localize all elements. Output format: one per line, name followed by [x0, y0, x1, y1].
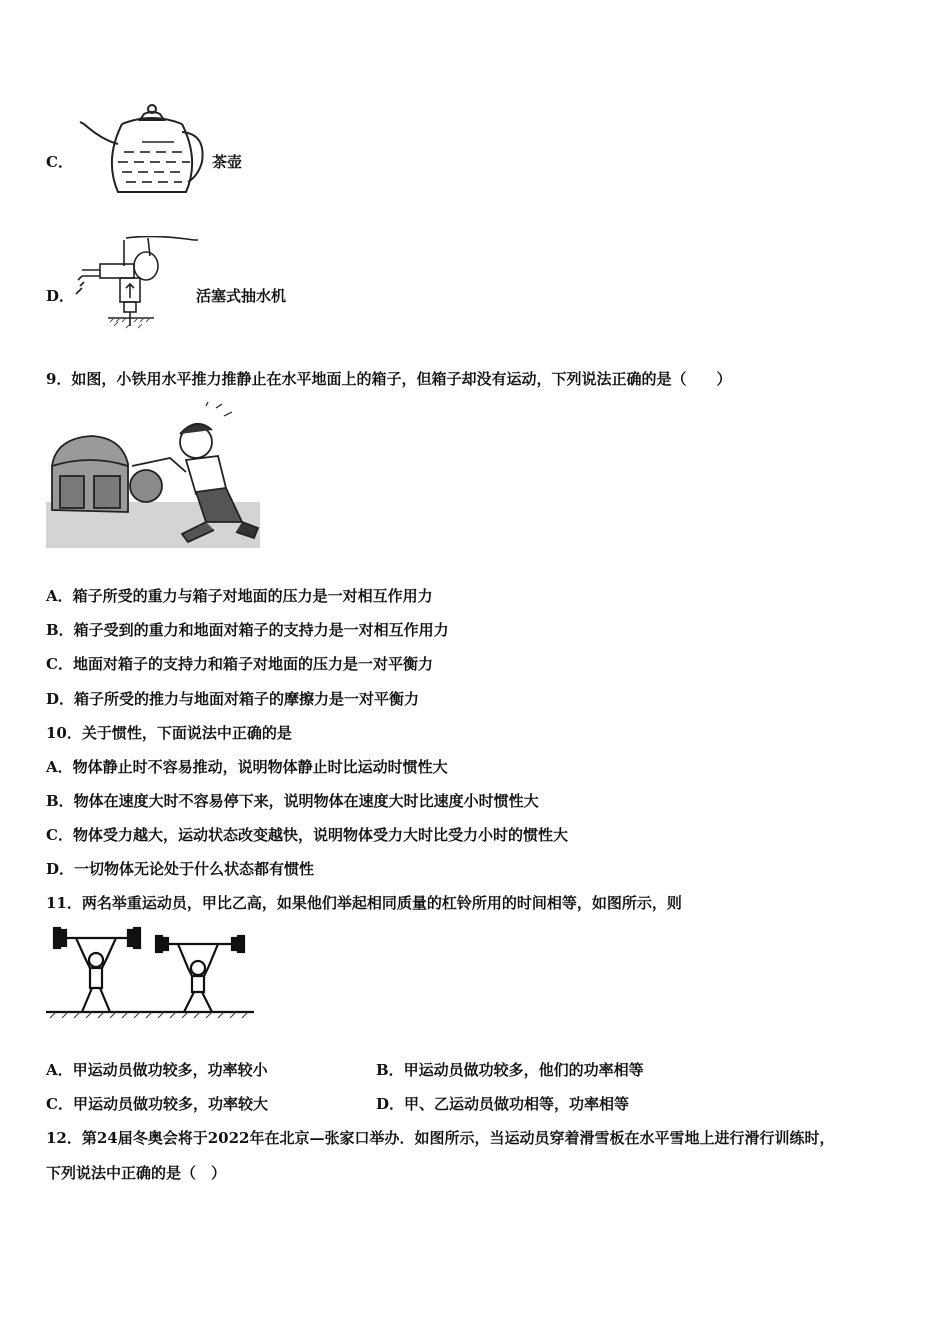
option-c-letter: C． [46, 153, 73, 171]
q11-option-c: C．甲运动员做功较多，功率较大 [46, 1095, 268, 1113]
q11-option-a: A．甲运动员做功较多，功率较小 [46, 1061, 268, 1079]
option-d-label: 活塞式抽水机 [196, 287, 287, 305]
q10-stem: 10．关于惯性，下面说法中正确的是 [46, 724, 292, 742]
q9-option-a: A．箱子所受的重力与箱子对地面的压力是一对相互作用力 [46, 587, 433, 605]
q12-stem-line1: 12．第24届冬奥会将于2022年在北京—张家口举办．如图所示，当运动员穿着滑雪板在水平雪地上进行滑行训练时， [46, 1129, 835, 1147]
boy-pushing-box-figure [46, 402, 260, 548]
q11-option-d: D．甲、乙运动员做功相等，功率相等 [376, 1095, 630, 1113]
q9-stem: 9．如图，小铁用水平推力推静止在水平地面上的箱子，但箱子却没有运动，下列说法正确的是（ ） [46, 370, 732, 388]
q9-option-d: D．箱子所受的推力与地面对箱子的摩擦力是一对平衡力 [46, 690, 420, 708]
option-d-letter: D． [46, 287, 75, 305]
q9-option-b: B．箱子受到的重力和地面对箱子的支持力是一对相互作用力 [46, 621, 449, 639]
q11-stem: 11．两名举重运动员，甲比乙高，如果他们举起相同质量的杠铃所用的时间相等，如图所示，则 [46, 894, 682, 912]
q10-option-a: A．物体静止时不容易推动，说明物体静止时比运动时惯性大 [46, 758, 448, 776]
q12-stem-line2: 下列说法中正确的是（ ） [46, 1164, 227, 1182]
q10-option-d: D．一切物体无论处于什么状态都有惯性 [46, 860, 315, 878]
option-c-label: 茶壶 [212, 153, 243, 171]
q10-option-b: B．物体在速度大时不容易停下来，说明物体在速度大时比速度小时惯性大 [46, 792, 539, 810]
teapot-figure [78, 100, 210, 200]
weightlifters-figure [46, 924, 256, 1024]
q9-option-c: C．地面对箱子的支持力和箱子对地面的压力是一对平衡力 [46, 655, 433, 673]
piston-pump-figure [74, 236, 204, 332]
q11-option-b: B．甲运动员做功较多，他们的功率相等 [376, 1061, 644, 1079]
q10-option-c: C．物体受力越大，运动状态改变越快，说明物体受力大时比受力小时的惯性大 [46, 826, 568, 844]
